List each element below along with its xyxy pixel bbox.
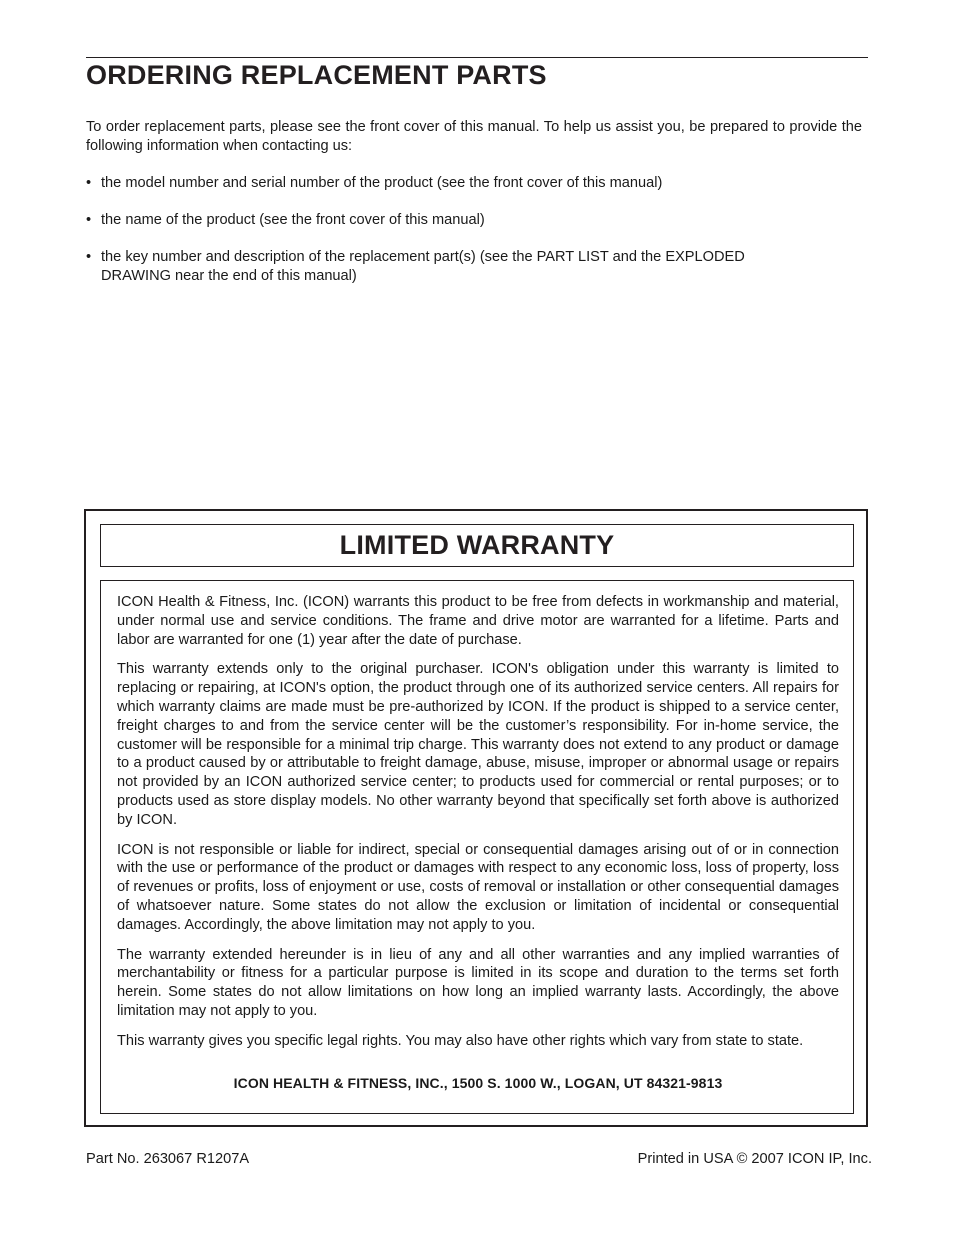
warranty-heading: LIMITED WARRANTY: [339, 530, 615, 560]
list-item-text: the model number and serial number of the product (see the front cover of this manual): [101, 175, 663, 191]
top-divider-rule: [86, 57, 868, 58]
warranty-paragraph: The warranty extended hereunder is in lieu of any and all other warranties and any implied warranties of merchantability or fitness for a particular purpose is limited in its scope and duration to the terms set forth herein. Some states do not allow limitations on how long an implied warranty lasts. Accordingly, the above limitation may not apply to you.: [117, 946, 839, 1019]
ordering-parts-heading: ORDERING REPLACEMENT PARTS: [86, 60, 547, 90]
list-item: [86, 174, 862, 193]
printed-copyright: Printed in USA © 2007 ICON IP, Inc.: [637, 1151, 872, 1167]
bullet-icon: •: [86, 175, 92, 191]
list-item: [86, 211, 862, 230]
warranty-paragraph: This warranty gives you specific legal rights. You may also have other rights which vary from state to state.: [117, 1032, 804, 1049]
bullet-icon: •: [86, 249, 92, 265]
list-item-text: the key number and description of the replacement part(s) (see the PART LIST and the EXPLODED DRAWING near the end of this manual): [101, 249, 745, 284]
ordering-intro-text: To order replacement parts, please see the front cover of this manual. To help us assist you, be prepared to provide the following information when contacting us:: [86, 119, 862, 154]
bullet-icon: •: [86, 212, 92, 228]
warranty-title-box: [100, 524, 854, 567]
company-address: ICON HEALTH & FITNESS, INC., 1500 S. 1000 W., LOGAN, UT 84321-9813: [233, 1075, 723, 1091]
warranty-paragraph: ICON Health & Fitness, Inc. (ICON) warrants this product to be free from defects in workmanship and material, under normal use and service conditions. The frame and drive motor are warranted for a lifetime. Parts and labor are warranted for one (1) year after the date of purchase.: [117, 594, 839, 648]
warranty-body-box: [100, 580, 854, 1114]
warranty-paragraph: This warranty extends only to the original purchaser. ICON's obligation under this warranty is limited to replacing or repairing, at ICON's option, the product through one of its authorized service centers. All repairs for which warranty claims are made must be pre-authorized by ICON. If the product is shipped to a service center, freight charges to and from the service center will be the customer’s responsibility. For in-home service, the customer will be responsible for a minimal trip charge. This warranty does not extend to any product or damage to a product caused by or attributable to freight damage, abuse, misuse, improper or abnormal usage or repairs not provided by an ICON authorized service center; to products used for commercial or rental purposes; or to products used as store display models. No other warranty beyond that specifically set forth above is authorized by ICON.: [117, 661, 839, 828]
part-number: Part No. 263067 R1207A: [86, 1151, 250, 1167]
list-item-text: the name of the product (see the front cover of this manual): [101, 212, 485, 228]
warranty-paragraph: ICON is not responsible or liable for indirect, special or consequential damages arising out of or in connection with the use or performance of the product or damages with respect to any economic loss, loss of property, loss of revenues or profits, loss of enjoyment or use, costs of removal or installation or other consequential damages of whatsoever nature. Some states do not allow the exclusion or limitation of incidental or consequential damages. Accordingly, the above limitation may not apply to you.: [117, 841, 839, 933]
list-item: [86, 248, 862, 286]
warranty-text-block: [117, 593, 839, 1062]
